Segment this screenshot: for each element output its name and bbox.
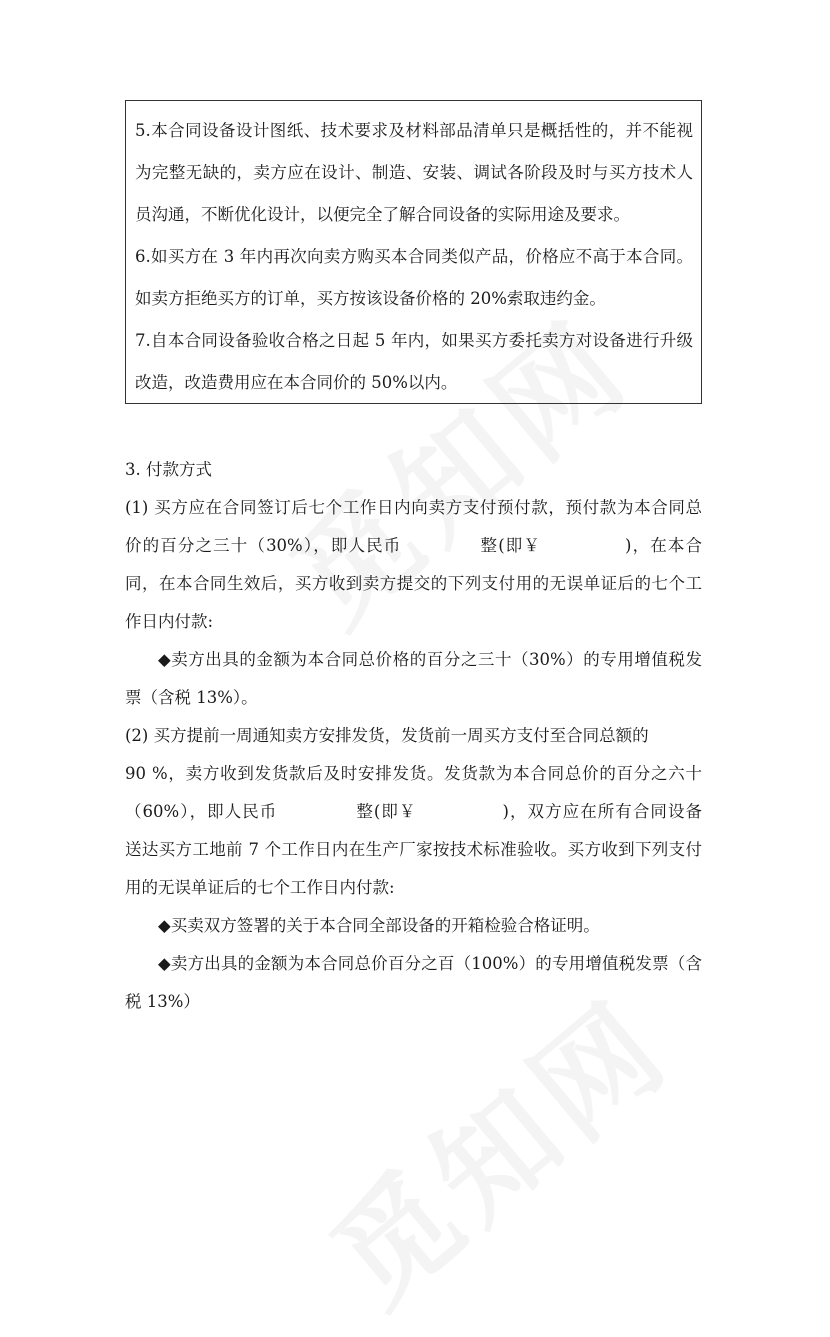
item7-line2: 改造，改造费用应在本合同价的 50%以内。	[135, 373, 458, 392]
bullet3-line2: 税 13%）	[125, 992, 200, 1011]
item5-line3: 员沟通，不断优化设计，以便完全了解合同设备的实际用途及要求。	[135, 205, 630, 224]
p1-line2-a: 价的百分之三十（30%），即人民币	[125, 536, 402, 555]
p1-line1: (1) 买方应在合同签订后七个工作日内向卖方支付预付款，预付款为本合同总	[125, 498, 702, 517]
p1-line2	[125, 527, 702, 565]
p2-line3-c: )，双方应在所有合同设备	[502, 802, 702, 821]
p2-line3-a: （60%），即人民币	[125, 802, 278, 821]
terms-box	[125, 100, 702, 404]
item6-line2: 如卖方拒绝买方的订单，买方按该设备价格的 20%索取违约金。	[135, 289, 606, 308]
bullet3-line1: ◆卖方出具的金额为本合同总价百分之百（100%）的专用增值税发票（含	[158, 954, 702, 973]
payment-section	[125, 451, 702, 1021]
p2-line4: 送达买方工地前 7 个工作日内在生产厂家按技术标准验收。买方收到下列支付	[125, 840, 702, 859]
p2-line3	[125, 793, 702, 831]
item5-line2: 为完整无缺的，卖方应在设计、制造、安装、调试各阶段及时与买方技术人	[135, 163, 693, 182]
p2-line2: 90 %，卖方收到发货款后及时安排发货。发货款为本合同总价的百分之六十	[125, 764, 702, 783]
item6-line1: 6.如买方在 3 年内再次向卖方购买本合同类似产品，价格应不高于本合同。	[135, 247, 693, 266]
bullet2: ◆买卖双方签署的关于本合同全部设备的开箱检验合格证明。	[158, 916, 600, 935]
p1-line4: 作日内付款:	[125, 612, 214, 631]
bullet1-line2: 票（含税 13%）。	[125, 688, 258, 707]
item7-line1: 7.自本合同设备验收合格之日起 5 年内，如果买方委托卖方对设备进行升级	[135, 331, 693, 350]
item5-line1: 5.本合同设备设计图纸、技术要求及材料部品清单只是概括性的，并不能视	[135, 121, 693, 140]
p2-line5: 用的无误单证后的七个工作日内付款:	[125, 878, 395, 897]
p2-line3-b: 整(即￥	[355, 802, 417, 821]
p1-line2-b: 整(即￥	[479, 536, 542, 555]
bullet1-line1: ◆卖方出具的金额为本合同总价格的百分之三十（30%）的专用增值税发	[158, 650, 702, 669]
p1-line3: 同，在本合同生效后，买方收到卖方提交的下列支付用的无误单证后的七个工	[125, 574, 702, 593]
section-title: 3. 付款方式	[125, 460, 212, 479]
p2-line1: (2) 买方提前一周通知卖方安排发货，发货前一周买方支付至合同总额的	[125, 726, 649, 745]
p1-line2-c: )，在本合	[625, 536, 702, 555]
